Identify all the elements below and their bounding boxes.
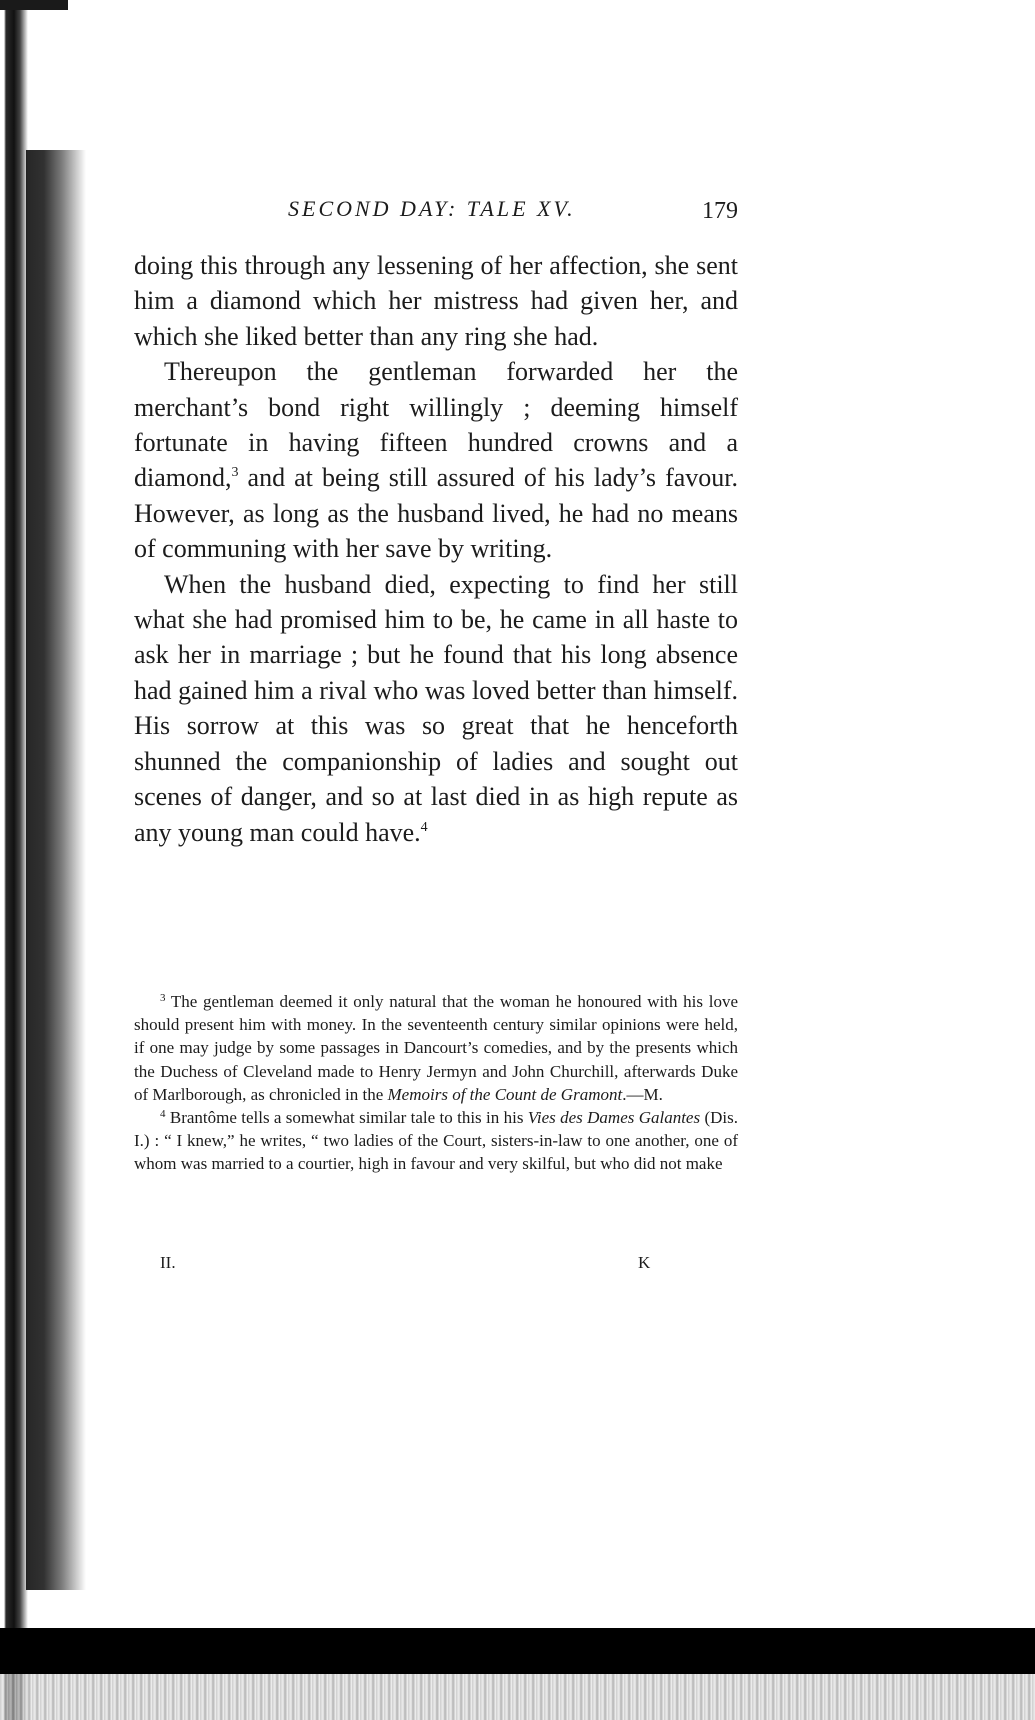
paragraph-3 xyxy=(134,567,738,850)
footnote-4-number: 4 xyxy=(160,1108,166,1121)
scan-bottom-edge xyxy=(0,1628,1035,1674)
footnote-3-number: 3 xyxy=(160,992,166,1004)
footnote-3 xyxy=(134,990,738,1106)
scan-edge-left xyxy=(0,0,28,1720)
footnote-3-text-a: The gentleman deemed it only natural that the woman he honoured with his love should present him with money. In the seventeenth century similar opinions were held, if one may judge by some passages in Dancourt’s comedies, and by the presents which the Duchess of Cleveland made to Henry Jermyn and John Churchill, afterwards Duke of Marlborough, as chronicled in the xyxy=(134,992,738,1104)
paragraph-2-text-a: Thereupon the gentleman forwarded her the merchant’s bond right willingly ; deeming himself fortunate in having fifteen hundred crowns and a diamond, xyxy=(134,357,738,493)
paragraph-2 xyxy=(134,354,738,566)
running-title: SECOND DAY: TALE XV. xyxy=(288,196,576,221)
footnote-3-text-b: .—M. xyxy=(622,1084,663,1104)
running-head xyxy=(132,196,746,230)
footnote-4-italic: Vies des Dames Galantes xyxy=(527,1108,701,1128)
footnote-ref-4: 4 xyxy=(420,819,428,835)
footnotes xyxy=(134,990,738,1176)
page-number: 179 xyxy=(702,198,738,224)
footnote-4-text-a: Brantôme tells a somewhat similar tale to this in his xyxy=(165,1108,528,1128)
paragraph-2-text-b: and at being still assured of his lady’s favour. However, as long as the husband lived, he had no means of communing with her save by writing. xyxy=(134,463,738,564)
scan-bottom-noise xyxy=(0,1674,1035,1720)
signature-mark: K xyxy=(638,1253,651,1272)
paragraph-1 xyxy=(134,248,738,354)
footnote-4 xyxy=(134,1106,738,1176)
body-text xyxy=(134,248,738,850)
footnote-3-italic: Memoirs of the Count de Gramont xyxy=(387,1084,623,1104)
scan-top-edge xyxy=(0,0,68,10)
scan-binding-shadow xyxy=(26,150,86,1590)
paragraph-1-text: doing this through any lessening of her affection, she sent him a diamond which her mistress had given her, and which she liked better than any ring she had. xyxy=(134,251,738,351)
volume-mark: II. xyxy=(160,1253,176,1272)
footnote-4-text-b: (Dis. I.) : “ I knew,” he writes, “ two ladies of the Court, sisters-in-law to one another, one of whom was married to a courtier, high in favour and very skilful, but who did not make xyxy=(134,1108,738,1174)
footnote-ref-3: 3 xyxy=(231,465,239,481)
paragraph-3-text: When the husband died, expecting to find her still what she had promised him to be, he came in all haste to ask her in marriage ; but he found that his long absence had gained him a rival who was loved better than himself. His sorrow at this was so great that he henceforth shunned the companionship of ladies and sought out scenes of danger, and so at last died in as high repute as any young man could have. xyxy=(134,569,738,847)
